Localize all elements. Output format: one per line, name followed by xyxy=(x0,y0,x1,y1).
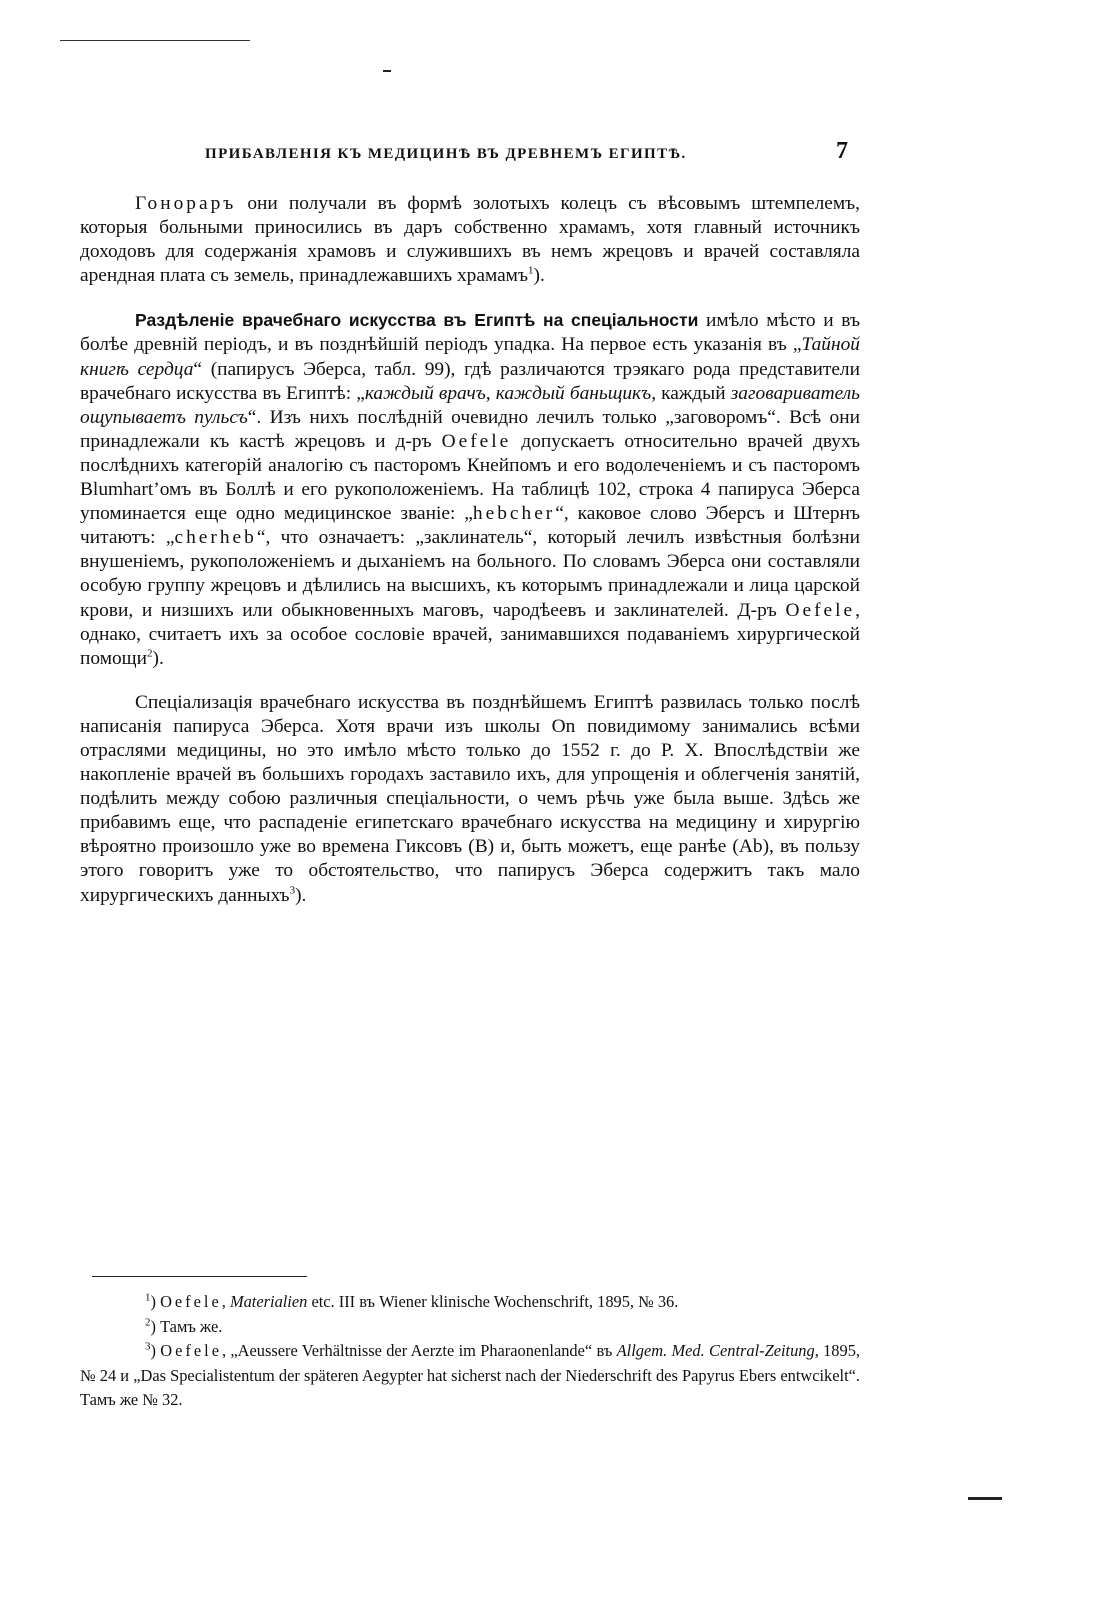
top-edge-rule xyxy=(60,40,250,41)
footnote-ref-2: 2 xyxy=(146,647,153,660)
footnote-mark: 3 xyxy=(145,1340,151,1353)
italic-run: заговариватель ощупываетъ пульсъ xyxy=(80,382,860,428)
footnote-author: Oefele xyxy=(160,1341,222,1361)
paragraph-text: они получали въ формѣ золотыхъ колецъ съ вѣсовымъ штемпелемъ, которыя больными приносились въ даръ собственно храмамъ, хотя главный источникъ доходовъ для содержанія храмовъ и служившихъ въ немъ жрецовъ и врачей составляла арендная плата съ земель, принадлежавшихъ храмамъ xyxy=(80,193,860,287)
paragraph-fees xyxy=(80,192,860,288)
paragraph-tail: ). xyxy=(152,647,164,669)
paragraph-specialties xyxy=(80,308,860,670)
spaced-name: Oefele xyxy=(785,599,856,621)
italic-run: Тайной книгѣ сердца xyxy=(80,334,860,380)
footnote-rule xyxy=(92,1276,307,1277)
footnote-mark: 2 xyxy=(145,1316,151,1329)
italic-run: каждый врачъ, каждый баньщикъ, xyxy=(364,382,657,404)
section-lead: Раздѣленіе врачебнаго искусства въ Египтѣ на спеціальности xyxy=(135,310,699,331)
text-run: “, каковое слово Эберсъ и Штернъ читаютъ: „ xyxy=(80,503,860,549)
text-run: имѣло мѣсто и въ болѣе древній періодъ, и въ позднѣйшій періодъ упадка. На первое есть указанія въ „ xyxy=(80,310,860,356)
footnote-title: Materialien xyxy=(229,1292,308,1311)
paragraph-tail: ). xyxy=(533,265,545,287)
footnote-journal: Allgem. Med. Central-Zeitung xyxy=(616,1341,815,1361)
footnote-author: Oefele xyxy=(160,1292,222,1311)
spaced-term: hebcher xyxy=(472,503,556,525)
footnotes xyxy=(80,1290,860,1413)
footnote-text: , „Aeussere Verhältnisse der Aerzte im Pharaonenlande“ въ xyxy=(221,1341,617,1361)
body-text xyxy=(80,192,860,908)
page-number: 7 xyxy=(836,138,848,164)
footnote-3: $^3$) Oefele, „Aeussere Verhältnisse der Aerzte im Pharaonenlande“ въ Allgem. Med. Central-Zeitung, 1895, № 24 и „Das Specialistentum der späteren Aegypter hat sicherst nach der Niederschrift des Papyrus Ebers entwcikelt“. Тамъ же № 32. xyxy=(80,1340,860,1410)
paragraph-tail: ). xyxy=(295,884,307,906)
text-run: каждый xyxy=(656,382,731,404)
running-title: ПРИБАВЛЕНІЯ КЪ МЕДИЦИНѢ ВЪ ДРЕВНЕМЪ ЕГИПТѢ. xyxy=(205,146,687,162)
paragraph-text: Спеціализація врачебнаго искусства въ позднѣйшемъ Египтѣ развилась только послѣ написанія папируса Эберса. Хотя врачи изъ школы On повидимому занимались всѣми отраслями медицины, но это имѣло мѣсто только до 1552 г. до Р. Х. Впослѣдствіи же накопленіе врачей въ большихъ городахъ заставило ихъ, для упрощенія и облегченія занятій, подѣлить между собою различныя спеціальности, о чемъ рѣчь уже была выше. Здѣсь же прибавимъ еще, что распаденіе египетскаго врачебнаго искусства на медицину и хирургію вѣроятно произошло уже во времена Гиксовъ (B) и, быть можетъ, еще ранѣе (Ab), въ пользу этого говоритъ уже то обстоятельство, что папирусъ Эберса содержитъ такъ мало хирургическихъ данныхъ xyxy=(80,691,860,906)
footnote-ref-1: 1 xyxy=(527,264,534,277)
footnote-text: , 1895, № 24 и „Das Specialistentum der späteren Aegypter hat sicherst nach der Niederschrift des Papyrus Ebers entwcikelt“. Тамъ же № 32. xyxy=(80,1341,860,1410)
footnote-sep: , xyxy=(221,1292,230,1311)
spaced-term: cherheb xyxy=(174,527,257,549)
footnote-1: $^1$) Oefele, Materialien etc. III въ Wiener klinische Wochenschrift, 1895, № 36. xyxy=(145,1291,679,1311)
footnote-2: $^2$) Тамъ же. xyxy=(145,1316,223,1336)
spaced-name: Oefele xyxy=(441,430,512,452)
text-run: “ (папирусъ Эберса, табл. 99), гдѣ различаются трэякаго рода представители врачебнаго искусства въ Египтѣ: „ xyxy=(80,358,860,404)
text-run: допускаетъ относительно врачей двухъ послѣднихъ категорій аналогію съ пасторомъ Кнейпомъ и его водолеченіемъ и съ пасторомъ Blumhart’омъ въ Боллѣ и его рукоположеніемъ. На таблицѣ 102, строка 4 папируса Эберса упоминается еще одно медицинское званіе: „ xyxy=(80,430,860,525)
footnote-text: etc. III въ Wiener klinische Wochenschrift, 1895, № 36. xyxy=(307,1292,679,1311)
lead-word: Гонораръ xyxy=(135,193,237,214)
text-run: , однако, считаетъ ихъ за особое сословіе врачей, занимавшихся подаваніемъ хирургической помощи xyxy=(80,599,860,669)
text-run: “. Изъ нихъ послѣдній очевидно лечилъ только „заговоромъ“. Всѣ они принадлежали къ кастѣ жрецовъ и д-ръ xyxy=(80,406,861,452)
footnote-ref-3: 3 xyxy=(289,884,296,897)
paragraph-specialization xyxy=(80,691,860,908)
scan-mark-right xyxy=(968,1497,1002,1500)
footnote-text: Тамъ же. xyxy=(160,1316,223,1336)
scan-mark-top xyxy=(383,70,391,72)
footnote-mark: 1 xyxy=(145,1291,151,1304)
text-run: “, что означаетъ: „заклинатель“, который лечилъ извѣстныя болѣзни внушеніемъ, рукоположеніемъ и дыханіемъ на больного. По словамъ Эберса они составляли особую группу жрецовъ и дѣлились на высшихъ, къ которымъ принадлежали и лица царской крови, и низшихъ или обыкновенныхъ маговъ, чародѣеевъ и заклинателей. Д-ръ xyxy=(80,527,860,621)
